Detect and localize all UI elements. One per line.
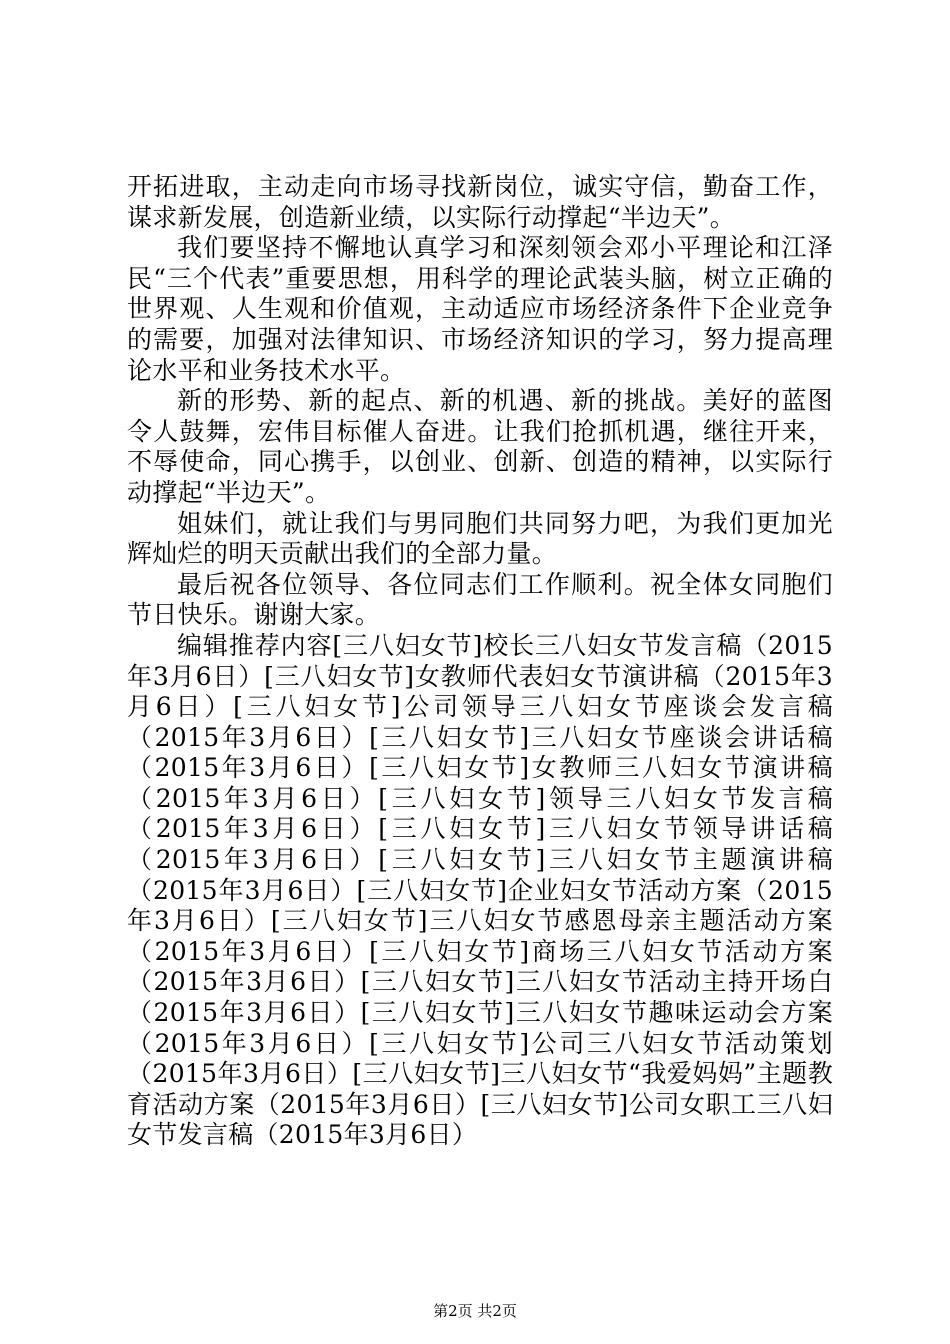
paragraph-recommended-content: 编辑推荐内容[三八妇女节]校长三八妇女节发言稿（2015年3月6日）[三八妇女节]女教师代表妇女节演讲稿（2015年3月6日）[三八妇女节]公司领导三八妇女节座谈会发言稿（2015年3月6日）[三八妇女节]三八妇女节座谈会讲话稿（2015年3月6日）[三八妇女节]女教师三八妇女节演讲稿（2015年3月6日）[三八妇女节]领导三八妇女节发言稿（2015年3月6日）[三八妇女节]三八妇女节领导讲话稿（2015年3月6日）[三八妇女节]三八妇女节主题演讲稿（2015年3月6日）[三八妇女节]企业妇女节活动方案（2015年3月6日）[三八妇女节]三八妇女节感恩母亲主题活动方案（2015年3月6日）[三八妇女节]商场三八妇女节活动方案（2015年3月6日）[三八妇女节]三八妇女节活动主持开场白（2015年3月6日）[三八妇女节]三八妇女节趣味运动会方案（2015年3月6日）[三八妇女节]公司三八妇女节活动策划（2015年3月6日）[三八妇女节]三八妇女节“我爱妈妈”主题教育活动方案（2015年3月6日）[三八妇女节]公司女职工三八妇女节发言稿（2015年3月6日） [127, 630, 833, 1150]
paragraph-study-theory: 我们要坚持不懈地认真学习和深刻领会邓小平理论和江泽民“三个代表”重要思想，用科学的理论武装头脑，树立正确的世界观、人生观和价值观，主动适应市场经济条件下企业竞争的需要，加强对法律知识、市场经济知识的学习，努力提高理论水平和业务技术水平。 [127, 233, 833, 385]
document-body [127, 172, 833, 1151]
paragraph-continuation: 开拓进取，主动走向市场寻找新岗位，诚实守信，勤奋工作，谋求新发展，创造新业绩，以实际行动撑起“半边天”。 [127, 172, 833, 232]
paragraph-closing-wishes: 最后祝各位领导、各位同志们工作顺利。祝全体女同胞们节日快乐。谢谢大家。 [127, 569, 833, 630]
page-footer: 第2页 共2页 [433, 1302, 517, 1320]
paragraph-new-situation: 新的形势、新的起点、新的机遇、新的挑战。美好的蓝图令人鼓舞，宏伟目标催人奋进。让我们抢抓机遇，继往开来，不辱使命，同心携手，以创业、创新、创造的精神，以实际行动撑起“半边天”。 [127, 386, 833, 507]
paragraph-sisters: 姐妹们，就让我们与男同胞们共同努力吧，为我们更加光辉灿烂的明天贡献出我们的全部力量。 [127, 508, 833, 569]
